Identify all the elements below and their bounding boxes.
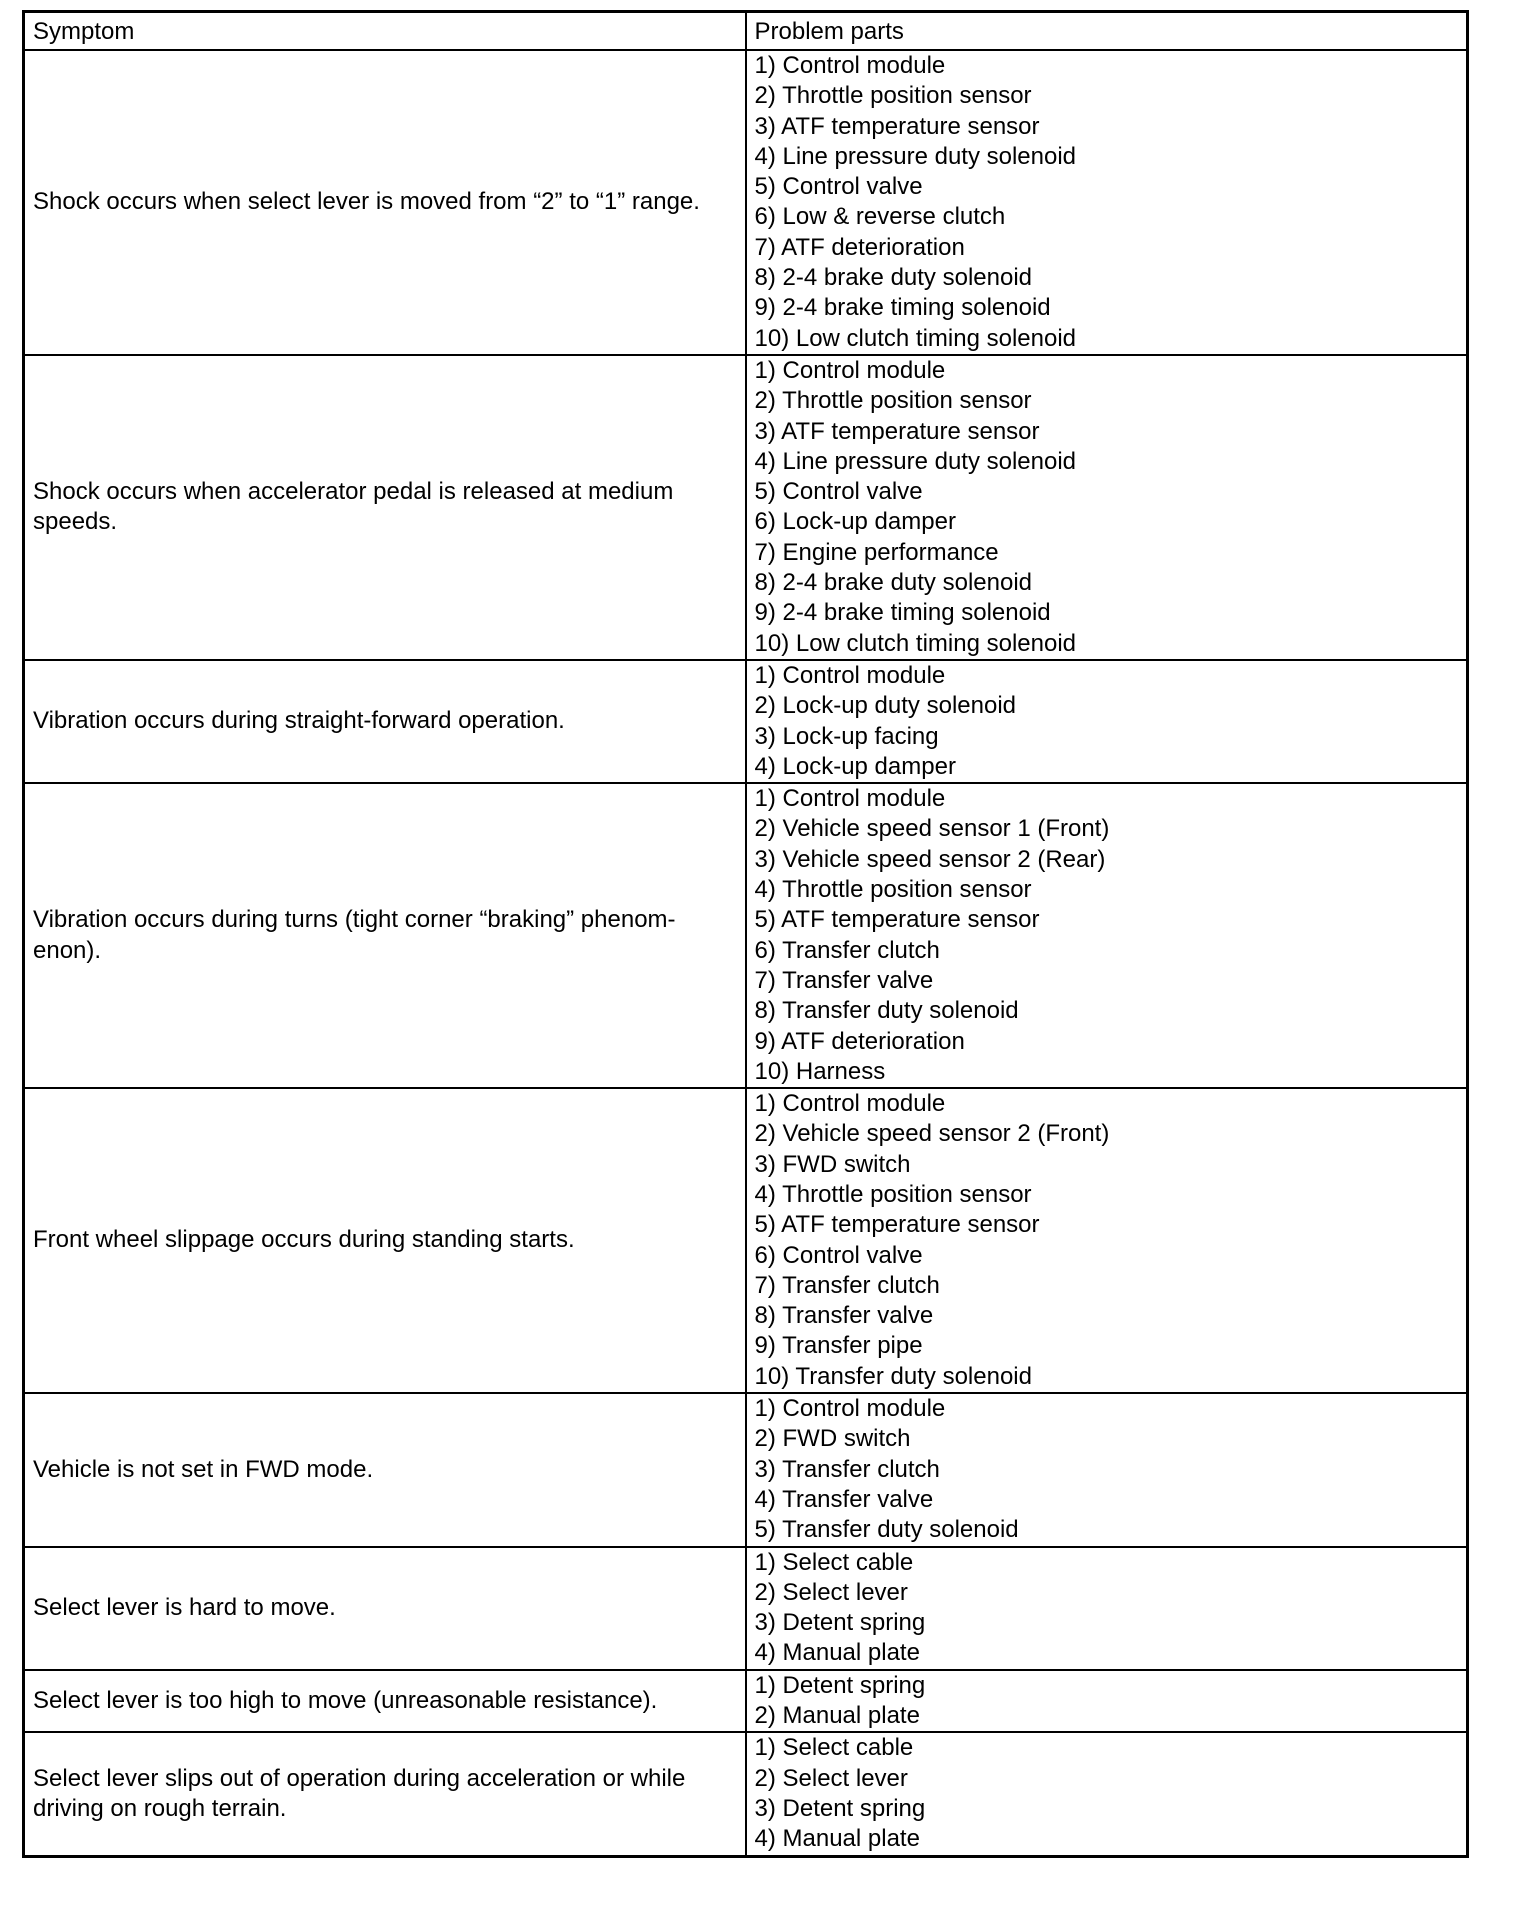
problem-part-item: 2) Select lever bbox=[754, 1764, 908, 1792]
symptom-cell: Vehicle is not set in FWD mode. bbox=[24, 1393, 746, 1546]
symptom-column-header: Symptom bbox=[24, 12, 746, 51]
problem-part-item: 5) Control valve bbox=[754, 173, 923, 201]
problem-part-item: 7) Transfer valve bbox=[754, 966, 934, 994]
problem-part-item: 3) Lock-up facing bbox=[754, 722, 939, 750]
problem-part-item: 1) Control module bbox=[754, 1090, 946, 1118]
problem-part-item: 3) FWD switch bbox=[754, 1150, 911, 1178]
problem-part-item: 3) ATF temperature sensor bbox=[754, 417, 1040, 445]
problem-part-item: 9) Transfer pipe bbox=[754, 1332, 923, 1360]
table-row bbox=[24, 660, 1468, 783]
problem-part-item: 10) Transfer duty solenoid bbox=[754, 1362, 1032, 1390]
problem-part-item: 4) Manual plate bbox=[754, 1825, 920, 1853]
problem-part-item: 7) Engine performance bbox=[754, 538, 999, 566]
problem-part-item: 3) Transfer clutch bbox=[754, 1455, 940, 1483]
symptom-cell: Shock occurs when select lever is moved from “2” to “1” range. bbox=[24, 50, 746, 355]
problem-part-item: 2) Throttle position sensor bbox=[754, 387, 1032, 415]
problem-part-item: 7) Transfer clutch bbox=[754, 1271, 940, 1299]
problem-parts-cell bbox=[746, 783, 1468, 1088]
problem-part-item: 1) Control module bbox=[754, 52, 946, 79]
problem-parts-cell bbox=[746, 1732, 1468, 1856]
symptom-cell: Shock occurs when accelerator pedal is released at medium speeds. bbox=[24, 355, 746, 660]
problem-parts-cell bbox=[746, 1547, 1468, 1670]
problem-part-item: 2) Manual plate bbox=[754, 1702, 920, 1730]
problem-part-item: 7) ATF deterioration bbox=[754, 233, 965, 261]
header-row bbox=[24, 12, 1468, 51]
problem-part-item: 10) Low clutch timing solenoid bbox=[754, 629, 1077, 657]
problem-part-item: 1) Control module bbox=[754, 1395, 946, 1423]
problem-part-item: 10) Low clutch timing solenoid bbox=[754, 324, 1077, 352]
problem-part-item: 8) 2-4 brake duty solenoid bbox=[754, 569, 1032, 597]
problem-part-item: 3) ATF temperature sensor bbox=[754, 112, 1040, 140]
problem-part-item: 4) Throttle position sensor bbox=[754, 1180, 1032, 1208]
problem-part-item: 1) Control module bbox=[754, 661, 946, 689]
problem-parts-cell bbox=[746, 660, 1468, 783]
problem-part-item: 4) Manual plate bbox=[754, 1639, 920, 1667]
problem-part-item: 3) Detent spring bbox=[754, 1609, 926, 1637]
problem-part-item: 4) Line pressure duty solenoid bbox=[754, 142, 1077, 170]
problem-part-item: 5) Control valve bbox=[754, 478, 923, 506]
problem-parts-column-header: Problem parts bbox=[746, 12, 1468, 51]
table-row bbox=[24, 783, 1468, 1088]
problem-part-item: 5) Transfer duty solenoid bbox=[754, 1516, 1019, 1544]
table-row bbox=[24, 1088, 1468, 1393]
symptom-cell: Select lever is hard to move. bbox=[24, 1547, 746, 1670]
problem-part-item: 2) Lock-up duty solenoid bbox=[754, 692, 1016, 720]
problem-part-item: 1) Control module bbox=[754, 785, 946, 813]
problem-part-item: 3) Detent spring bbox=[754, 1794, 926, 1822]
problem-part-item: 4) Line pressure duty solenoid bbox=[754, 447, 1077, 475]
problem-part-item: 2) Select lever bbox=[754, 1578, 908, 1606]
problem-parts-cell bbox=[746, 355, 1468, 660]
problem-part-item: 1) Detent spring bbox=[754, 1671, 926, 1699]
table-row bbox=[24, 355, 1468, 660]
problem-part-item: 5) ATF temperature sensor bbox=[754, 1211, 1040, 1239]
problem-part-item: 8) Transfer valve bbox=[754, 1302, 934, 1330]
problem-part-item: 8) 2-4 brake duty solenoid bbox=[754, 264, 1032, 292]
problem-part-item: 9) 2-4 brake timing solenoid bbox=[754, 599, 1051, 627]
problem-part-item: 4) Transfer valve bbox=[754, 1485, 934, 1513]
table-row bbox=[24, 1393, 1468, 1546]
problem-part-item: 4) Throttle position sensor bbox=[754, 876, 1032, 904]
problem-part-item: 2) Vehicle speed sensor 2 (Front) bbox=[754, 1120, 1110, 1148]
problem-parts-cell bbox=[746, 1088, 1468, 1393]
problem-part-item: 6) Control valve bbox=[754, 1241, 923, 1269]
problem-parts-cell bbox=[746, 1670, 1468, 1733]
problem-part-item: 2) FWD switch bbox=[754, 1425, 911, 1453]
problem-part-item: 2) Vehicle speed sensor 1 (Front) bbox=[754, 815, 1110, 843]
symptom-cell: Vibration occurs during straight-forward operation. bbox=[24, 660, 746, 783]
problem-part-item: 1) Select cable bbox=[754, 1734, 914, 1762]
table-row bbox=[24, 1732, 1468, 1856]
problem-part-item: 3) Vehicle speed sensor 2 (Rear) bbox=[754, 845, 1106, 873]
table-row bbox=[24, 1670, 1468, 1733]
symptom-cell: Select lever is too high to move (unreasonable resistance). bbox=[24, 1670, 746, 1733]
problem-part-item: 9) 2-4 brake timing solenoid bbox=[754, 294, 1051, 322]
table-body bbox=[24, 12, 1468, 1857]
problem-parts-cell bbox=[746, 50, 1468, 355]
problem-part-item: 6) Low & reverse clutch bbox=[754, 203, 1006, 231]
symptom-cell: Select lever slips out of operation during acceleration or while driving on rough terrain. bbox=[24, 1732, 746, 1856]
problem-part-item: 8) Transfer duty solenoid bbox=[754, 997, 1019, 1025]
table-row bbox=[24, 50, 1468, 355]
problem-part-item: 1) Select cable bbox=[754, 1548, 914, 1576]
problem-part-item: 10) Harness bbox=[754, 1057, 886, 1085]
table-row bbox=[24, 1547, 1468, 1670]
problem-part-item: 5) ATF temperature sensor bbox=[754, 906, 1040, 934]
symptom-cell: Front wheel slippage occurs during standing starts. bbox=[24, 1088, 746, 1393]
diagnosis-table bbox=[22, 10, 1469, 1858]
problem-part-item: 2) Throttle position sensor bbox=[754, 82, 1032, 110]
problem-parts-cell bbox=[746, 1393, 1468, 1546]
symptom-cell: Vibration occurs during turns (tight corner “braking” phenom-enon). bbox=[24, 783, 746, 1088]
problem-part-item: 9) ATF deterioration bbox=[754, 1027, 965, 1055]
problem-part-item: 4) Lock-up damper bbox=[754, 752, 956, 780]
problem-part-item: 6) Lock-up damper bbox=[754, 508, 956, 536]
problem-part-item: 6) Transfer clutch bbox=[754, 936, 940, 964]
problem-part-item: 1) Control module bbox=[754, 356, 946, 384]
